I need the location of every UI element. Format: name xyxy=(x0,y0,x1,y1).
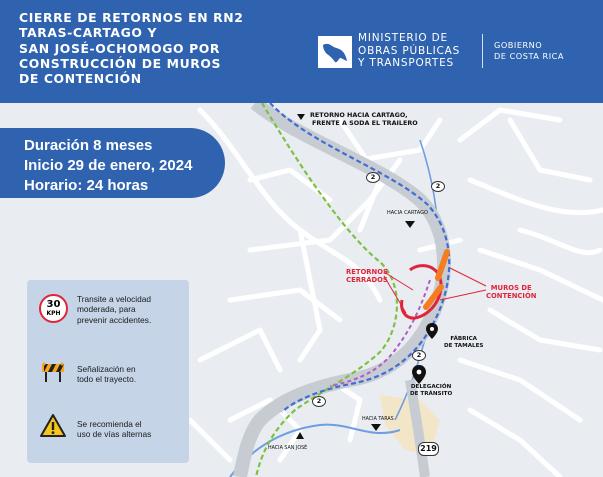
legend-item-speed: 30 KPH Transite a velocidad moderada, para prevenir accidentes. xyxy=(39,294,189,330)
title-line: CIERRE DE RETORNOS EN RN2 xyxy=(19,10,244,25)
title-line: SAN JOSÉ-OCHOMOGO POR xyxy=(19,40,221,56)
warning-icon xyxy=(39,413,67,439)
title-line: TARAS-CARTAGO Y xyxy=(19,25,158,41)
header-bar xyxy=(0,0,603,103)
label-delegacion-transito: DELEGACIÓN DE TRÁNSITO xyxy=(410,384,453,397)
costa-rica-logo-icon xyxy=(318,36,352,73)
speed-limit-icon: 30 KPH xyxy=(39,294,68,323)
route-shield: 2 xyxy=(312,396,326,407)
schedule-text: Horario: 24 horas xyxy=(24,177,149,194)
title-line: DE CONTENCIÓN xyxy=(19,71,142,87)
label-hacia-cartago: HACIA CARTAGO xyxy=(387,210,428,216)
route-shield: 2 xyxy=(431,181,445,192)
route-shield: 2 xyxy=(366,172,380,183)
legend-item-warning: Se recomienda el uso de vías alternas xyxy=(39,413,189,443)
barrier-icon xyxy=(40,362,66,384)
header-divider xyxy=(482,34,483,68)
label-fabrica-tamales: FÁBRICA DE TAMALES xyxy=(444,336,484,349)
ministry-name: MINISTERIO DE OBRAS PÚBLICAS Y TRANSPORTES xyxy=(358,32,461,69)
route-shield-219: 219 xyxy=(418,442,439,456)
legend-item-signage: Señalización en todo el trayecto. xyxy=(39,360,189,388)
label-muros: MUROS DE CONTENCIÓN xyxy=(486,284,537,300)
duration-text: Duración 8 meses xyxy=(24,137,153,154)
legend-panel xyxy=(27,280,189,463)
schedule-panel xyxy=(0,128,225,198)
start-date-text: Inicio 29 de enero, 2024 xyxy=(24,157,193,174)
route-shield: 2 xyxy=(412,350,426,361)
label-hacia-san-jose: HACIA SAN JOSÉ xyxy=(268,446,308,451)
government-name: GOBIERNO DE COSTA RICA xyxy=(494,40,564,61)
label-retornos-cerrados: RETORNOS CERRADOS xyxy=(346,268,388,284)
page-title xyxy=(19,10,299,86)
label-retorno-cartago: RETORNO HACIA CARTAGO, FRENTE A SODA EL TRAILERO xyxy=(310,111,418,127)
label-hacia-taras: HACIA TARAS xyxy=(362,417,394,422)
title-line: CONSTRUCCIÓN DE MUROS xyxy=(19,55,222,71)
